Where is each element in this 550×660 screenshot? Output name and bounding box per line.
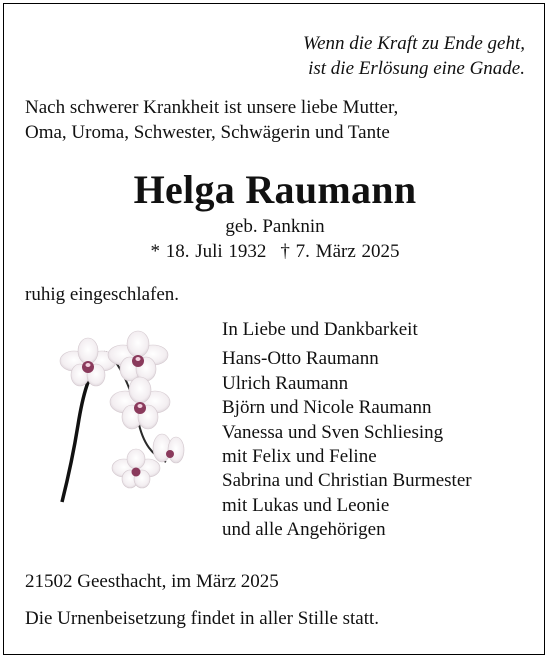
mourner-name: Sabrina und Christian Burmester bbox=[222, 470, 472, 492]
mourner-name: Ulrich Raumann bbox=[222, 372, 349, 394]
intro-line-1: Nach schwerer Krankheit ist unsere liebe Mutter, bbox=[25, 97, 399, 118]
epigraph-quote bbox=[303, 31, 525, 81]
place-and-date: 21502 Geesthacht, im März 2025 bbox=[25, 571, 279, 592]
epigraph-line-1: Wenn die Kraft zu Ende geht, bbox=[303, 33, 525, 54]
mourner-name: Hans-Otto Raumann bbox=[222, 348, 379, 370]
birth-date: * 18. Juli 1932 bbox=[150, 241, 267, 262]
after-text: ruhig eingeschlafen. bbox=[25, 284, 180, 305]
deceased-name: Helga Raumann bbox=[133, 167, 417, 212]
burial-note: Die Urnenbeisetzung findet in aller Stille statt. bbox=[25, 608, 380, 629]
epigraph-line-2: ist die Erlösung eine Gnade. bbox=[308, 58, 525, 79]
intro-text bbox=[25, 95, 398, 145]
orchid-illustration-icon bbox=[48, 330, 198, 510]
life-dates bbox=[0, 240, 550, 264]
maiden-name: geb. Panknin bbox=[225, 216, 325, 237]
mourner-name: Björn und Nicole Raumann bbox=[222, 397, 432, 419]
mourner-name: mit Lukas und Leonie bbox=[222, 494, 390, 516]
mourner-name: und alle Angehörigen bbox=[222, 519, 386, 541]
mourners-list bbox=[222, 318, 472, 543]
mourner-name: Vanessa und Sven Schliesing bbox=[222, 421, 444, 443]
intro-line-2: Oma, Uroma, Schwester, Schwägerin und Tante bbox=[25, 122, 390, 143]
mourners-heading: In Liebe und Dankbarkeit bbox=[222, 319, 418, 340]
mourner-name: mit Felix und Feline bbox=[222, 446, 377, 468]
death-date: † 7. März 2025 bbox=[280, 241, 400, 262]
